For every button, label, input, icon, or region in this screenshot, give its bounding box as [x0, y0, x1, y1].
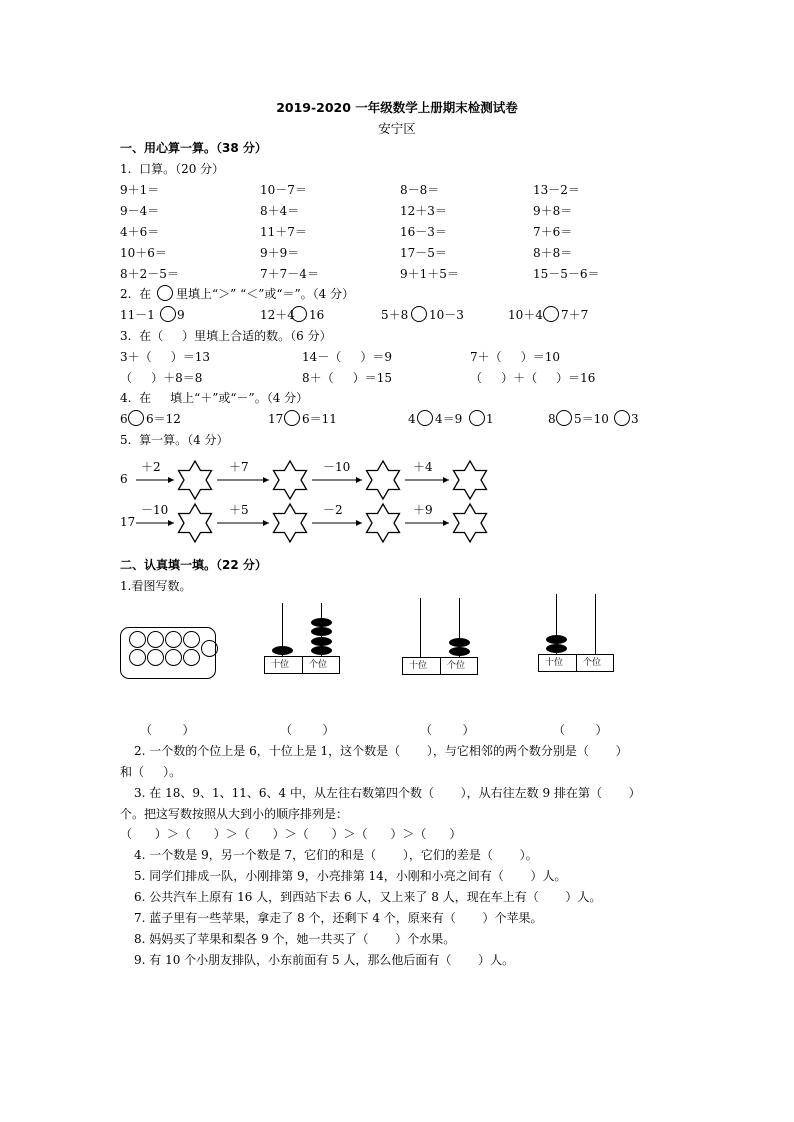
abacus-bead — [311, 646, 332, 655]
place-value-divider — [576, 655, 577, 671]
place-value-divider — [302, 657, 303, 673]
mental-math-item: 7＋6＝ — [533, 225, 573, 239]
q4-item-c: 1 — [486, 412, 494, 426]
tens-label: 十位 — [409, 661, 428, 671]
q3-label: 3. 在（ ）里填上合适的数。（6 分） — [120, 329, 332, 343]
counting-circle-icon — [165, 649, 182, 666]
abacus-bead — [449, 647, 470, 656]
q4-item-a: 6 — [120, 412, 128, 426]
q4-item-a: 4 — [408, 412, 416, 426]
q3-item: 3＋（ ）＝13 — [120, 350, 210, 364]
chain-start-number: 17 — [120, 515, 136, 529]
operation-label: －10 — [141, 503, 169, 517]
district-name: 安宁区 — [378, 121, 416, 136]
answer-blank[interactable]: （ ） — [553, 723, 608, 737]
star-answer-icon[interactable] — [454, 504, 487, 542]
abacus-bead — [311, 637, 332, 646]
section2-heading: 二、认真填一填。（22 分） — [120, 558, 267, 572]
q3-item: （ ）＋（ ）＝16 — [470, 371, 596, 385]
abacus-rod — [595, 594, 596, 654]
q4-item-c: 3 — [631, 412, 639, 426]
mental-math-item: 17－5＝ — [400, 246, 447, 260]
place-value-divider — [440, 658, 441, 674]
q4-item-b: 6＝11 — [302, 412, 337, 426]
question-line: 9. 有 10 个小朋友排队，小东前面有 5 人，那么他后面有（ ）人。 — [134, 953, 515, 967]
counting-circle-icon — [165, 631, 182, 648]
q2-item-right: 10－3 — [429, 308, 464, 322]
mental-math-item: 11＋7＝ — [260, 225, 307, 239]
q4-item-a: 8 — [548, 412, 556, 426]
q3-item: 14－（ ）＝9 — [302, 350, 392, 364]
q4-label: 4. 在 填上“＋”或“－”。（4 分） — [120, 391, 309, 405]
abacus-bead — [546, 635, 567, 644]
answer-blank[interactable]: （ ） — [140, 723, 195, 737]
ones-label: 个位 — [447, 661, 466, 671]
ones-label: 个位 — [309, 660, 328, 670]
mental-math-item: 12＋3＝ — [400, 204, 447, 218]
counting-circle-icon — [183, 649, 200, 666]
q2-item-left: 5＋8 — [381, 308, 409, 322]
operation-label: ＋7 — [229, 460, 249, 474]
abacus-bead — [311, 618, 332, 627]
q2-item-right: 7＋7 — [561, 308, 589, 322]
question-line: 和（ ）。 — [120, 765, 182, 779]
operation-label: －10 — [323, 460, 351, 474]
q2-item-left: 10＋4 — [508, 308, 543, 322]
place-value-box — [538, 654, 614, 672]
mental-math-item: 8＋8＝ — [533, 246, 573, 260]
star-answer-icon[interactable] — [367, 504, 400, 542]
mental-math-item: 8＋4＝ — [260, 204, 300, 218]
exam-title: 2019-2020 一年级数学上册期末检测试卷 — [276, 100, 518, 115]
q3-item: 7＋（ ）＝10 — [470, 350, 560, 364]
s2-q1-label: 1.看图写数。 — [120, 579, 192, 593]
mental-math-item: 15－5－6＝ — [533, 267, 600, 281]
abacus-bead — [449, 638, 470, 647]
q4-item-a: 17 — [268, 412, 284, 426]
operation-label: ＋2 — [141, 460, 161, 474]
mental-math-item: 9＋1＋5＝ — [400, 267, 459, 281]
q4-item-b: 4＝9 — [435, 412, 463, 426]
arrowhead-icon — [443, 520, 449, 526]
q4-item-b: 6＝12 — [146, 412, 181, 426]
arrowhead-icon — [356, 520, 362, 526]
question-line: （ ）＞（ ）＞（ ）＞（ ）＞（ ）＞（ ） — [120, 827, 462, 841]
mental-math-item: 8＋2－5＝ — [120, 267, 179, 281]
answer-blank[interactable]: （ ） — [420, 723, 475, 737]
abacus-bead — [311, 627, 332, 636]
q3-item: （ ）＋8＝8 — [120, 371, 203, 385]
arrowhead-icon — [168, 520, 174, 526]
question-line: 4. 一个数是 9，另一个数是 7，它们的和是（ ），它们的差是（ ）。 — [134, 848, 538, 862]
q3-item: 8＋（ ）＝15 — [302, 371, 392, 385]
q2-item-right: 9 — [177, 308, 185, 322]
star-answer-icon[interactable] — [179, 504, 212, 542]
tens-label: 十位 — [271, 660, 290, 670]
abacus-bead — [546, 644, 567, 653]
operation-label: ＋9 — [413, 503, 433, 517]
operation-label: －2 — [323, 503, 343, 517]
mental-math-item: 9＋9＝ — [260, 246, 300, 260]
operation-label: ＋5 — [229, 503, 249, 517]
mental-math-item: 10－7＝ — [260, 183, 307, 197]
q2-label-b: 里填上“＞” “＜”或“＝”。（4 分） — [176, 287, 355, 301]
q2-item-right: 16 — [309, 308, 325, 322]
mental-math-item: 10＋6＝ — [120, 246, 167, 260]
q1-label: 1. 口算。（20 分） — [120, 162, 225, 176]
mental-math-item: 13－2＝ — [533, 183, 580, 197]
q2-item-left: 12＋4 — [260, 308, 295, 322]
counting-circle-icon — [129, 649, 146, 666]
counting-circle-icon — [147, 649, 164, 666]
star-answer-icon[interactable] — [274, 504, 307, 542]
mental-math-item: 9－4＝ — [120, 204, 160, 218]
mental-math-item: 16－3＝ — [400, 225, 447, 239]
counting-circles-box — [120, 627, 216, 679]
mental-math-item: 9＋1＝ — [120, 183, 160, 197]
counting-circle-icon — [201, 640, 218, 657]
question-line: 5. 同学们排成一队，小刚排第 9，小亮排第 14，小刚和小亮之间有（ ）人。 — [134, 869, 567, 883]
question-line: 3. 在 18、9、1、11、6、4 中，从左往右数第四个数（ ），从右往左数 9 排在第（ ） — [134, 786, 641, 800]
mental-math-item: 4＋6＝ — [120, 225, 160, 239]
mental-math-item: 9＋8＝ — [533, 204, 573, 218]
question-line: 个。把这写数按照从大到小的顺序排列是： — [120, 807, 349, 821]
question-line: 6. 公共汽车上原有 16 人，到西站下去 6 人，又上来了 8 人，现在车上有（ ）人。 — [134, 890, 602, 904]
arrowhead-icon — [263, 520, 269, 526]
question-line: 7. 蓝子里有一些苹果，拿走了 8 个，还剩下 4 个，原来有（ ）个苹果。 — [134, 911, 543, 925]
counting-circle-icon — [129, 631, 146, 648]
mental-math-item: 7＋7－4＝ — [260, 267, 319, 281]
mental-math-item: 8－8＝ — [400, 183, 440, 197]
question-line: 2. 一个数的个位上是 6，十位上是 1，这个数是（ ），与它相邻的两个数分别是（ ） — [134, 744, 628, 758]
tens-label: 十位 — [545, 658, 564, 668]
abacus-rod — [420, 598, 421, 657]
place-value-box — [402, 657, 478, 675]
abacus-bead — [272, 646, 293, 655]
ones-label: 个位 — [583, 658, 602, 668]
operation-label: ＋4 — [413, 460, 433, 474]
q5-label: 5. 算一算。（4 分） — [120, 433, 229, 447]
counting-circle-icon — [183, 631, 200, 648]
question-line: 8. 妈妈买了苹果和梨各 9 个，她一共买了（ ）个水果。 — [134, 932, 456, 946]
answer-blank[interactable]: （ ） — [280, 723, 335, 737]
q4-item-b: 5＝10 — [574, 412, 609, 426]
place-value-box — [264, 656, 340, 674]
chain-start-number: 6 — [120, 472, 128, 486]
q2-label-a: 2. 在 — [120, 287, 152, 301]
q2-item-left: 11－1 — [120, 308, 155, 322]
section1-heading: 一、用心算一算。（38 分） — [120, 141, 267, 155]
counting-circle-icon — [147, 631, 164, 648]
